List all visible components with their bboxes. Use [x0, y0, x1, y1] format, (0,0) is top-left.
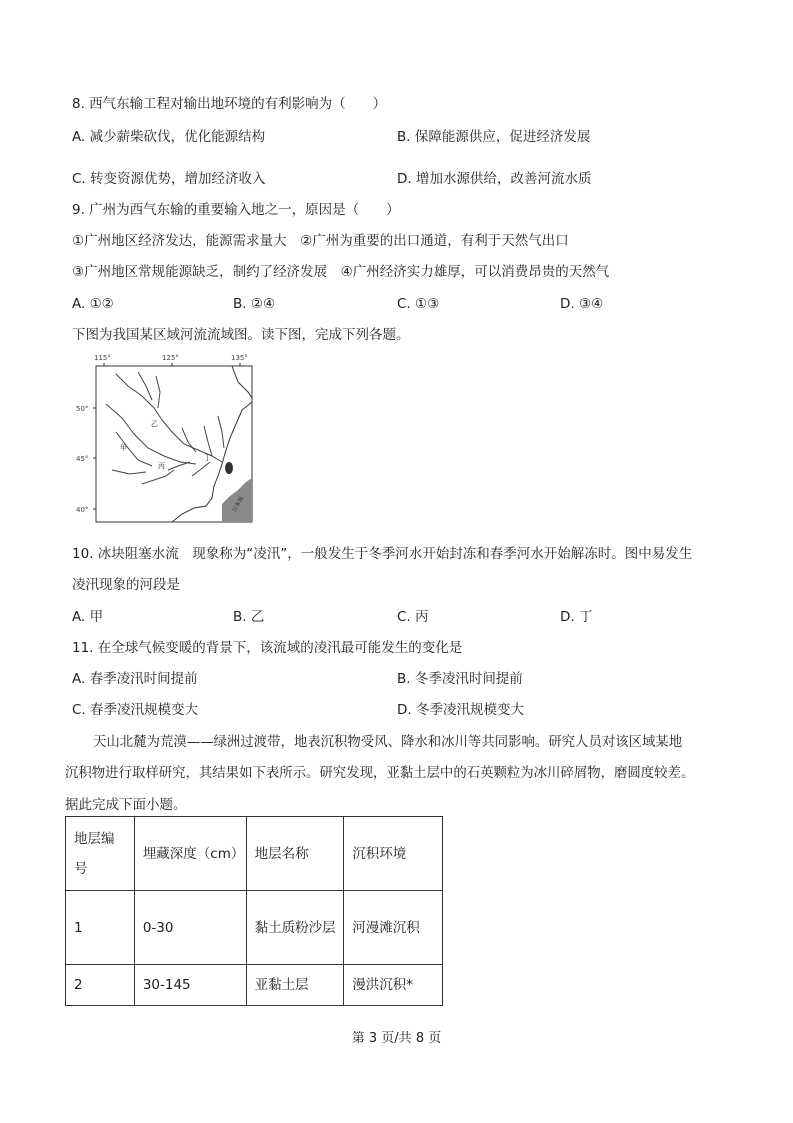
lat-label-45: 45°: [76, 455, 89, 463]
q11-option-a: A. 春季凌汛时间提前: [72, 671, 198, 687]
table-cell: 河漫滩沉积: [344, 891, 443, 965]
table-cell: 漫洪沉积*: [344, 965, 443, 1006]
q11-option-d: D. 冬季凌汛规模变大: [397, 702, 524, 718]
q8-option-b: B. 保障能源供应，促进经济发展: [397, 129, 591, 145]
passage-line2: 沉积物进行取样研究，其结果如下表所示。研究发现，亚黏土层中的石英颗粒为冰川碎屑物，磨圆度较差。: [65, 766, 695, 781]
table-header-row: [66, 817, 443, 891]
q11-stem: 11. 在全球气候变暖的背景下，该流域的凌汛最可能发生的变化是: [72, 640, 463, 656]
table-header-cell: 沉积环境: [344, 817, 443, 891]
q11-option-b: B. 冬季凌汛时间提前: [397, 671, 523, 687]
q10-option-a: A. 甲: [72, 609, 104, 625]
q9-option-c: C. ①③: [397, 296, 440, 312]
table-row: [66, 965, 443, 1006]
q9-stem: 9. 广州为西气东输的重要输入地之一，原因是（ ）: [72, 202, 400, 218]
lat-label-40: 40°: [76, 506, 89, 514]
lat-label-50: 50°: [76, 405, 89, 413]
lon-label-135: 135°: [231, 354, 248, 362]
table-cell: 1: [66, 891, 135, 965]
table-row: [66, 891, 443, 965]
passage-line1: 天山北麓为荒漠——绿洲过渡带，地表沉积物受风、降水和冰川等共同影响。研究人员对该区域某地: [93, 735, 683, 750]
q10-option-c: C. 丙: [397, 609, 429, 625]
river-basin-map: [72, 352, 258, 528]
table-cell: 30-145: [134, 965, 246, 1006]
table-cell: 0-30: [134, 891, 246, 965]
q8-option-d: D. 增加水源供给，改善河流水质: [397, 171, 592, 187]
q8-stem: 8. 西气东输工程对输出地环境的有利影响为（ ）: [72, 96, 387, 112]
q10-option-d: D. 丁: [560, 609, 593, 625]
table-cell: 亚黏土层: [246, 965, 344, 1006]
table-cell: 黏土质粉沙层: [246, 891, 344, 965]
q9-option-a: A. ①②: [72, 296, 114, 312]
q10-option-b: B. 乙: [233, 609, 265, 625]
map-intro: 下图为我国某区域河流流域图。读下图，完成下列各题。: [72, 327, 410, 343]
q9-option-d: D. ③④: [560, 296, 604, 312]
q8-option-c: C. 转变资源优势，增加经济收入: [72, 171, 266, 187]
q9-statements-1: ①广州地区经济发达，能源需求量大 ②广州为重要的出口通道，有利于天然气出口: [72, 233, 569, 249]
table-cell: 2: [66, 965, 135, 1006]
q8-option-a: A. 减少薪柴砍伐，优化能源结构: [72, 129, 266, 145]
q9-option-b: B. ②④: [233, 296, 276, 312]
river-label-bing: 丙: [158, 462, 165, 470]
strata-table: [65, 816, 443, 1006]
q10-stem-line2: 凌汛现象的河段是: [72, 577, 180, 593]
table-header-cell: 地层编号: [66, 817, 135, 891]
river-label-ding: 丁: [204, 454, 211, 462]
sea-label: 日本海: [231, 496, 246, 514]
lon-label-125: 125°: [162, 354, 179, 362]
table-header-cell: 埋藏深度（cm）: [134, 817, 246, 891]
table-header-cell: 地层名称: [246, 817, 344, 891]
q11-option-c: C. 春季凌汛规模变大: [72, 702, 199, 718]
lon-label-115: 115°: [94, 354, 111, 362]
q10-stem-line1: 10. 冰块阻塞水流 现象称为“凌汛”，一般发生于冬季河水开始封冻和春季河水开始解冻时。图中易发生: [72, 546, 693, 562]
q9-statements-2: ③广州地区常规能源缺乏，制约了经济发展 ④广州经济实力雄厚，可以消费昂贵的天然气: [72, 264, 610, 280]
lake: [225, 462, 233, 474]
passage-line3: 据此完成下面小题。: [65, 797, 187, 813]
river-label-jia: 甲: [120, 444, 127, 452]
river-label-yi: 乙: [151, 420, 158, 428]
page-footer: 第 3 页/共 8 页: [351, 1031, 442, 1046]
